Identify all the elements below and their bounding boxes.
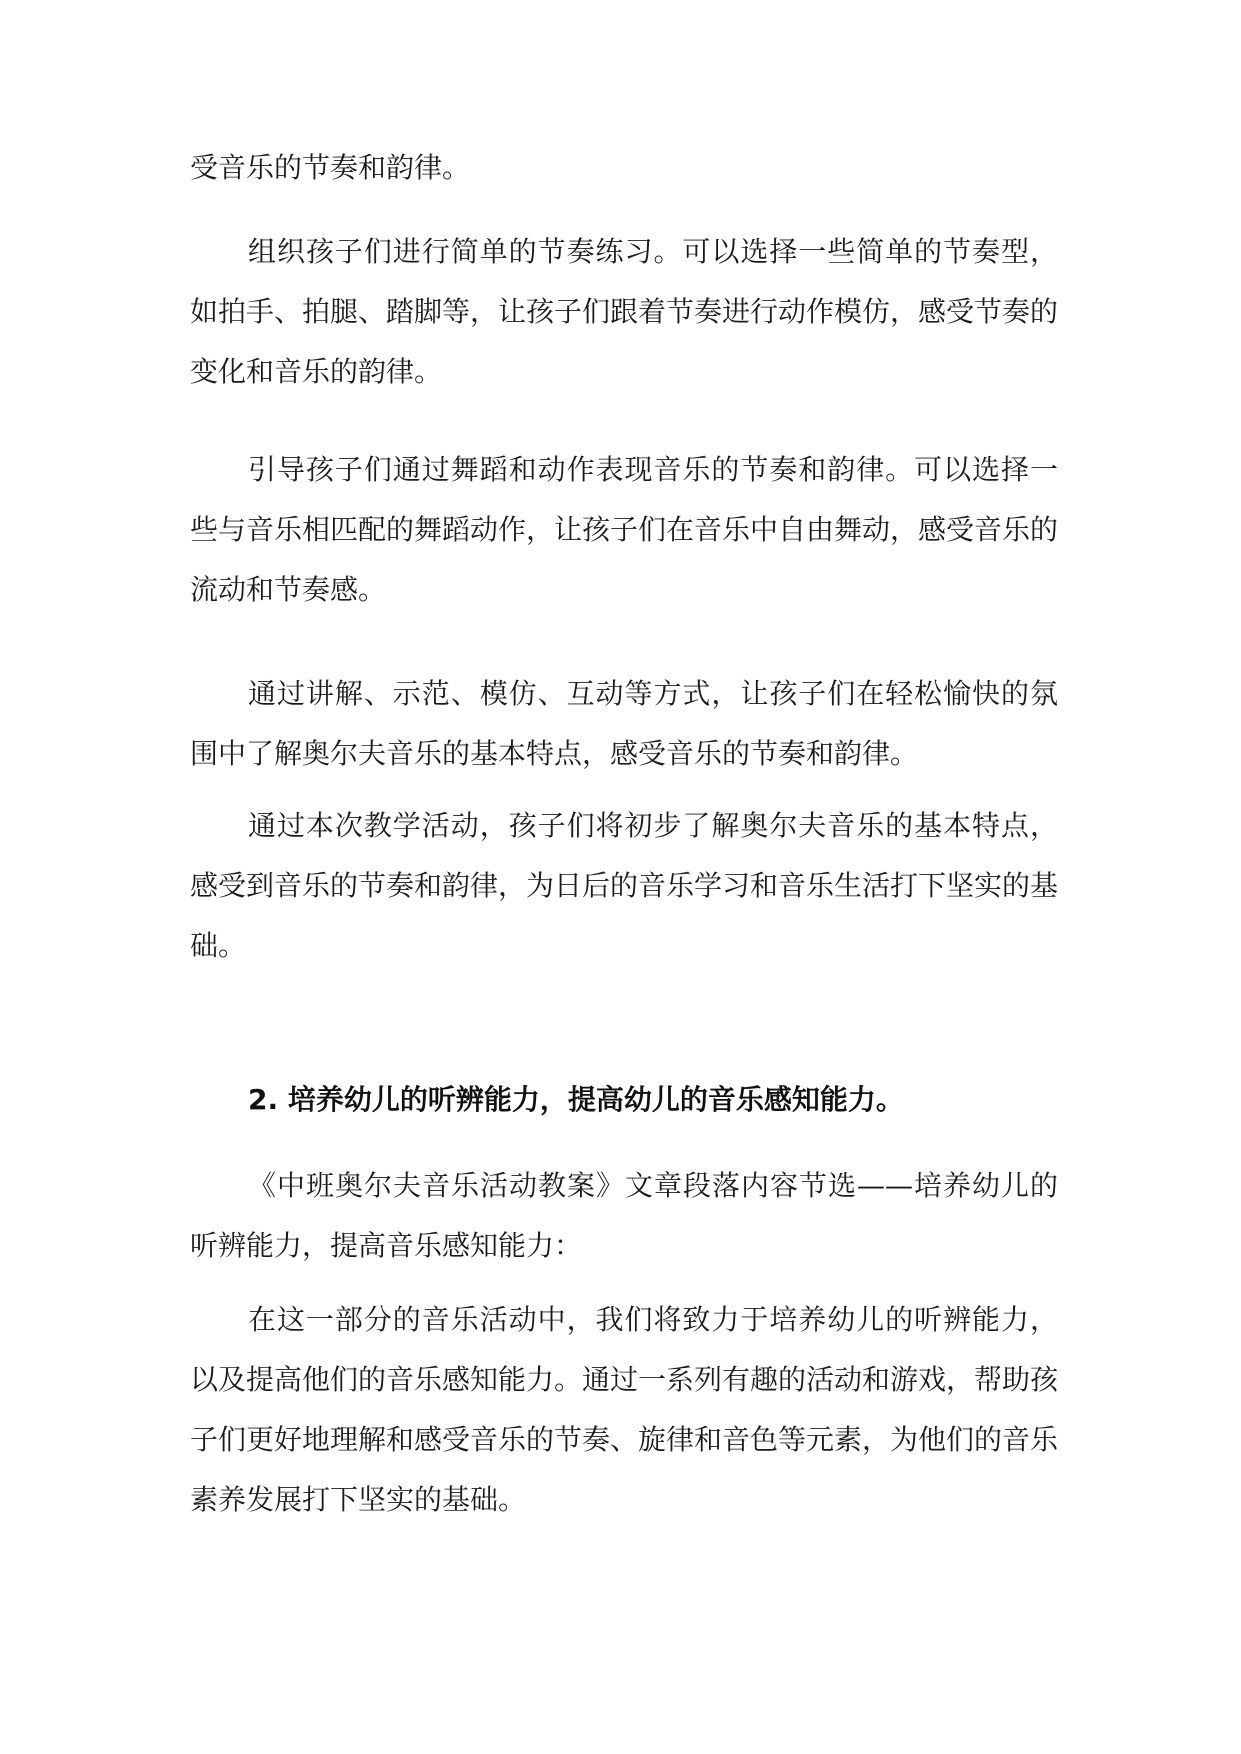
paragraph-rhythm-exercise: 组织孩子们进行简单的节奏练习。可以选择一些简单的节奏型，如拍手、拍腿、踏脚等，让孩子们跟着节奏进行动作模仿，感受节奏的变化和音乐的韵律。 — [190, 235, 1059, 388]
paragraph-continuation: 受音乐的节奏和韵律。 — [190, 151, 471, 184]
section-heading: 2. 培养幼儿的听辨能力，提高幼儿的音乐感知能力。 — [248, 1083, 904, 1116]
paragraph-dance-movement: 引导孩子们通过舞蹈和动作表现音乐的节奏和韵律。可以选择一些与音乐相匹配的舞蹈动作，让孩子们在音乐中自由舞动，感受音乐的流动和节奏感。 — [190, 453, 1059, 606]
paragraph-excerpt-intro: 《中班奥尔夫音乐活动教案》文章段落内容节选——培养幼儿的听辨能力，提高音乐感知能力： — [190, 1169, 1058, 1262]
paragraph-listening-ability: 在这一部分的音乐活动中，我们将致力于培养幼儿的听辨能力，以及提高他们的音乐感知能力。通过一系列有趣的活动和游戏，帮助孩子们更好地理解和感受音乐的节奏、旋律和音色等元素，为他们的音乐素养发展打下坚实的基础。 — [190, 1303, 1059, 1516]
paragraph-summary: 通过本次教学活动，孩子们将初步了解奥尔夫音乐的基本特点，感受到音乐的节奏和韵律，为日后的音乐学习和音乐生活打下坚实的基础。 — [190, 809, 1059, 962]
paragraph-teaching-methods: 通过讲解、示范、模仿、互动等方式，让孩子们在轻松愉快的氛围中了解奥尔夫音乐的基本特点，感受音乐的节奏和韵律。 — [190, 677, 1058, 770]
